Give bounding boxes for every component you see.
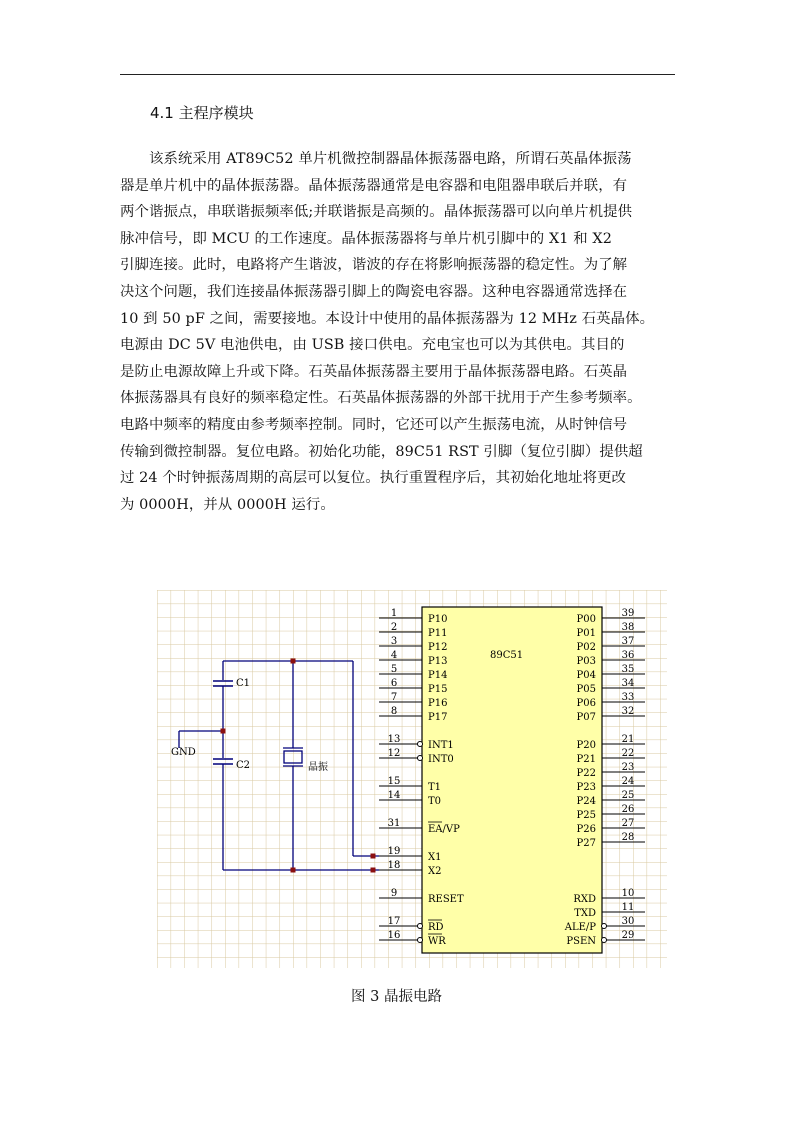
pin-bubble [602,938,607,943]
pin-name: P22 [576,768,596,779]
pin-bubble [418,756,423,761]
pin-number: 6 [390,678,398,689]
junction-dot [291,868,296,873]
junction-dot [291,659,296,664]
pin-name: T1 [428,782,442,793]
pin-number: 37 [621,636,635,647]
pin-number: 28 [621,832,635,843]
pin-number: 5 [390,664,398,675]
pin-name: P25 [576,810,596,821]
pin-name: X2 [428,866,442,877]
paragraph-line: 器是单片机中的晶体振荡器。晶体振荡器通常是电容器和电阻器串联后并联，有 [120,177,628,194]
pin-name: RESET [428,894,464,905]
pin-bubble [418,924,423,929]
pin-number: 39 [621,608,635,619]
pin-name: WR [428,936,446,947]
pin-bubble [418,938,423,943]
pin-number: 25 [621,790,635,801]
pin-name: RXD [573,894,596,905]
pin-name: P04 [576,670,596,681]
pin-name: P12 [428,642,448,653]
pin-number: 18 [387,860,401,871]
figure-caption: 图 3 晶振电路 [351,989,442,1005]
pin-number: 21 [621,734,635,745]
pin-number: 22 [621,748,635,759]
pin-number: 16 [387,930,401,941]
pin-name: P26 [576,824,596,835]
pin-number: 36 [621,650,635,661]
paragraph-line: 电路中频率的精度由参考频率控制。同时，它还可以产生振荡电流，从时钟信号 [120,416,628,433]
section-heading: 4.1 主程序模块 [150,104,254,122]
junction-dot [371,868,376,873]
pin-name: P14 [428,670,448,681]
pin-name: X1 [428,852,442,863]
pin-bubble [602,924,607,929]
pin-number: 26 [621,804,635,815]
crystal-label: 晶振 [308,762,328,773]
pin-number: 2 [390,622,398,633]
pin-name: TXD [574,908,596,919]
body-paragraph [120,146,680,518]
pin-number: 23 [621,762,635,773]
pin-name: EA/VP [428,824,460,835]
paragraph-line: 体振荡器具有良好的频率稳定性。石英晶体振荡器的外部干扰用于产生参考频率。 [120,390,642,407]
pin-name: INT0 [428,754,454,765]
pin-number: 4 [390,650,398,661]
pin-name: P21 [576,754,596,765]
pin-name: P16 [428,698,448,709]
circuit-diagram [157,590,667,968]
pin-number: 11 [621,902,635,913]
junction-dot [221,729,226,734]
pin-number: 9 [390,888,398,899]
pin-number: 3 [390,636,398,647]
pin-name: P06 [576,698,596,709]
pin-number: 7 [390,692,398,703]
pin-name: P05 [576,684,596,695]
pin-number: 1 [390,608,398,619]
pin-number: 35 [621,664,635,675]
pin-name: P13 [428,656,448,667]
pin-number: 38 [621,622,635,633]
pin-name: P20 [576,740,596,751]
chip-name: 89C51 [490,650,524,661]
gnd-label: GND [171,747,196,758]
pin-bubble [418,742,423,747]
pin-number: 24 [621,776,635,787]
paragraph-line: 过 24 个时钟振荡周期的高层可以复位。执行重置程序后，其初始化地址将更改 [120,470,627,487]
pin-number: 12 [387,748,401,759]
paragraph-line: 为 0000H，并从 0000H 运行。 [120,496,335,513]
pin-name: P03 [576,656,596,667]
pin-name: RD [428,922,444,933]
pin-number: 29 [621,930,635,941]
pin-number: 19 [387,846,401,857]
pin-number: 30 [621,916,635,927]
cap2-label: C2 [236,760,251,771]
pin-name: P24 [576,796,596,807]
pin-number: 31 [387,818,401,829]
paragraph-line: 传输到微控制器。复位电路。初始化功能，89C51 RST 引脚（复位引脚）提供超 [120,443,643,460]
pin-name: ALE/P [564,922,596,933]
pin-number: 14 [387,790,401,801]
pin-number: 32 [621,706,635,717]
pin-number: 15 [387,776,401,787]
pin-number: 10 [621,888,635,899]
pin-name: INT1 [428,740,454,751]
paragraph-line: 电源由 DC 5V 电池供电，由 USB 接口供电。充电宝也可以为其供电。其目的 [120,337,625,354]
pin-name: P23 [576,782,596,793]
paragraph-line: 该系统采用 AT89C52 单片机微控制器晶体振荡器电路，所谓石英晶体振荡 [120,151,632,167]
pin-name: P01 [576,628,596,639]
pin-number: 8 [390,706,398,717]
pin-name: PSEN [566,936,596,947]
paragraph-line: 是防止电源故障上升或下降。石英晶体振荡器主要用于晶体振荡器电路。石英晶 [120,363,628,380]
pin-number: 27 [621,818,635,829]
pin-number: 33 [621,692,635,703]
pin-name: P02 [576,642,596,653]
pin-name: P15 [428,684,448,695]
pin-name: P07 [576,712,596,723]
pin-name: P00 [576,614,596,625]
cap1-label: C1 [236,678,251,689]
pin-number: 13 [387,734,401,745]
pin-name: P17 [428,712,448,723]
junction-dot [371,854,376,859]
paragraph-line: 决这个问题，我们连接晶体振荡器引脚上的陶瓷电容器。这种电容器通常选择在 [120,283,628,300]
pin-number: 34 [621,678,635,689]
pin-name: P27 [576,838,596,849]
paragraph-line: 两个谐振点，串联谐振频率低;并联谐振是高频的。晶体振荡器可以向单片机提供 [120,204,633,221]
crystal-circuit-figure [157,590,667,968]
paragraph-line: 脉冲信号，即 MCU 的工作速度。晶体振荡器将与单片机引脚中的 X1 和 X2 [120,230,612,247]
pin-name: T0 [428,796,442,807]
paragraph-line: 引脚连接。此时，电路将产生谐波，谐波的存在将影响振荡器的稳定性。为了解 [120,257,628,274]
pin-name: P11 [428,628,448,639]
paragraph-line: 10 到 50 pF 之间，需要接地。本设计中使用的晶体振荡器为 12 MHz 石英晶体。 [120,310,655,327]
pin-name: P10 [428,614,448,625]
pin-number: 17 [387,916,401,927]
header-rule [120,74,675,75]
